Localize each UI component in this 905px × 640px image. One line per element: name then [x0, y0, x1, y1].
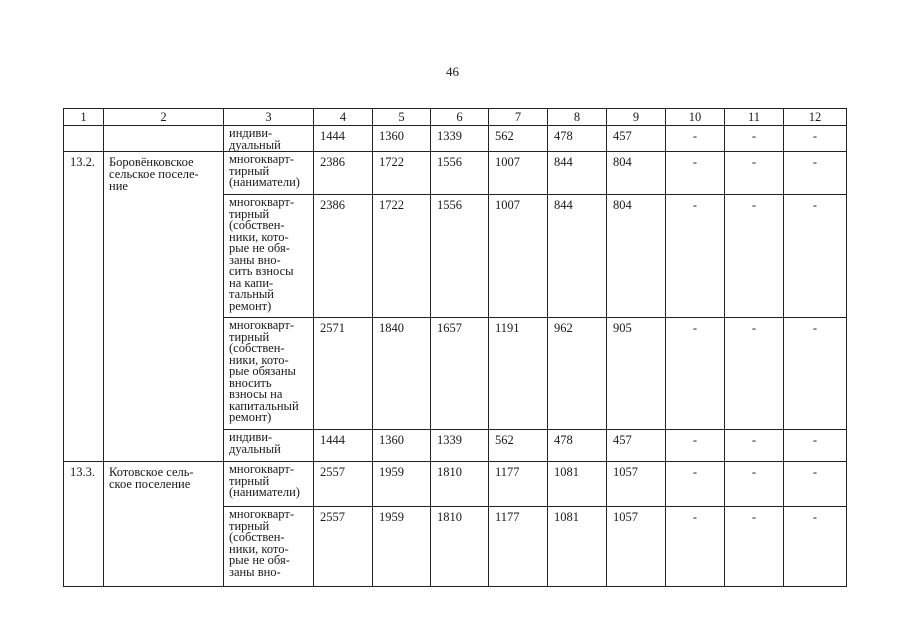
value-cell: 804 [607, 152, 666, 195]
value-cell: 1191 [489, 318, 548, 430]
value-cell: - [784, 318, 847, 430]
housing-type-cell: многокварт- тирный (собствен- ники, кото- рые не обя- заны вно- сить взносы на капи- тальный ремонт) [224, 195, 314, 318]
column-header: 12 [784, 109, 847, 126]
value-cell: - [784, 152, 847, 195]
value-cell: - [725, 126, 784, 152]
value-cell: - [725, 430, 784, 462]
value-cell: - [666, 195, 725, 318]
value-cell: - [784, 507, 847, 587]
page-number: 46 [446, 64, 459, 79]
value-cell: 1722 [373, 195, 431, 318]
column-header: 1 [64, 109, 104, 126]
value-cell: - [784, 462, 847, 507]
value-cell: 804 [607, 195, 666, 318]
value-cell: 478 [548, 126, 607, 152]
housing-type-cell: многокварт- тирный (наниматели) [224, 462, 314, 507]
value-cell: - [725, 318, 784, 430]
housing-type-cell: многокварт- тирный (собствен- ники, кото- рые обязаны вносить взносы на капитальный ремонт) [224, 318, 314, 430]
table-row [64, 126, 847, 152]
housing-type-cell: индиви- дуальный [224, 430, 314, 462]
column-header: 9 [607, 109, 666, 126]
value-cell: 2386 [314, 152, 373, 195]
column-header: 2 [104, 109, 224, 126]
value-cell: 1722 [373, 152, 431, 195]
column-header: 11 [725, 109, 784, 126]
value-cell: 457 [607, 430, 666, 462]
value-cell: 1959 [373, 507, 431, 587]
housing-type-cell: многокварт- тирный (наниматели) [224, 152, 314, 195]
value-cell: - [784, 126, 847, 152]
settlement-name-cell: Боровёнковское сельское поселе- ние [104, 152, 224, 462]
value-cell: - [725, 462, 784, 507]
value-cell: - [666, 152, 725, 195]
value-cell: 2386 [314, 195, 373, 318]
value-cell: 1339 [431, 430, 489, 462]
value-cell: 1360 [373, 126, 431, 152]
value-cell: 2557 [314, 462, 373, 507]
value-cell: 2571 [314, 318, 373, 430]
value-cell: 1444 [314, 126, 373, 152]
value-cell: 1810 [431, 462, 489, 507]
value-cell: 905 [607, 318, 666, 430]
settlement-code-cell: 13.2. [64, 152, 104, 462]
value-cell: 1081 [548, 507, 607, 587]
value-cell: 1810 [431, 507, 489, 587]
column-header: 4 [314, 109, 373, 126]
value-cell: 1007 [489, 152, 548, 195]
value-cell: - [725, 152, 784, 195]
settlement-code-cell: 13.3. [64, 462, 104, 587]
value-cell: 457 [607, 126, 666, 152]
table-row [64, 462, 847, 507]
settlement-name-cell [104, 126, 224, 152]
value-cell: 1007 [489, 195, 548, 318]
value-cell: - [666, 430, 725, 462]
value-cell: 1556 [431, 195, 489, 318]
value-cell: 562 [489, 126, 548, 152]
value-cell: - [784, 430, 847, 462]
value-cell: 844 [548, 152, 607, 195]
value-cell: 1444 [314, 430, 373, 462]
value-cell: - [725, 507, 784, 587]
value-cell: 1657 [431, 318, 489, 430]
column-header: 3 [224, 109, 314, 126]
value-cell: 1339 [431, 126, 489, 152]
column-header: 5 [373, 109, 431, 126]
column-header: 7 [489, 109, 548, 126]
settlement-code-cell [64, 126, 104, 152]
header-row [64, 109, 847, 126]
value-cell: 562 [489, 430, 548, 462]
value-cell: 1177 [489, 507, 548, 587]
value-cell: 1959 [373, 462, 431, 507]
value-cell: 1360 [373, 430, 431, 462]
value-cell: - [725, 195, 784, 318]
tariff-table [63, 108, 847, 587]
value-cell: - [666, 507, 725, 587]
value-cell: 1057 [607, 462, 666, 507]
value-cell: - [784, 195, 847, 318]
value-cell: 962 [548, 318, 607, 430]
value-cell: 1081 [548, 462, 607, 507]
value-cell: - [666, 462, 725, 507]
table-row [64, 152, 847, 195]
value-cell: - [666, 126, 725, 152]
value-cell: 1177 [489, 462, 548, 507]
value-cell: 2557 [314, 507, 373, 587]
column-header: 6 [431, 109, 489, 126]
value-cell: 1840 [373, 318, 431, 430]
value-cell: 1057 [607, 507, 666, 587]
housing-type-cell: многокварт- тирный (собствен- ники, кото- рые не обя- заны вно- [224, 507, 314, 587]
settlement-name-cell: Котовское сель- ское поселение [104, 462, 224, 587]
value-cell: 1556 [431, 152, 489, 195]
housing-type-cell: индиви- дуальный [224, 126, 314, 152]
value-cell: - [666, 318, 725, 430]
value-cell: 478 [548, 430, 607, 462]
column-header: 8 [548, 109, 607, 126]
column-header: 10 [666, 109, 725, 126]
value-cell: 844 [548, 195, 607, 318]
